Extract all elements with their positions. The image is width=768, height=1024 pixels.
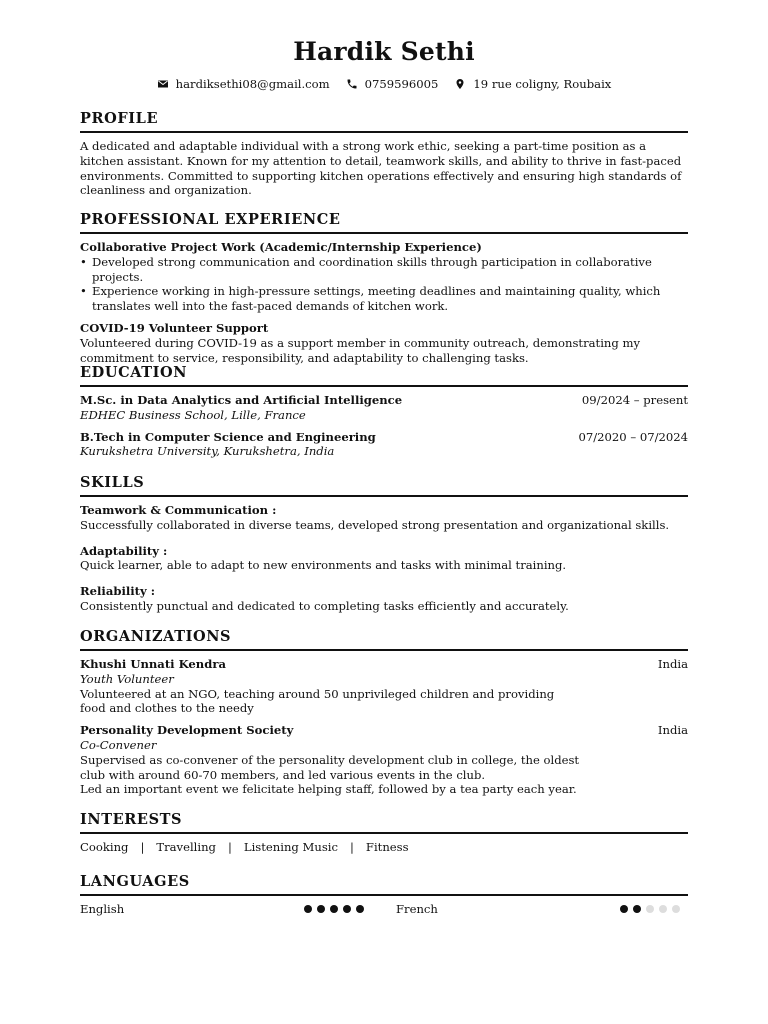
skill-item [80,503,688,533]
location-pin-icon [454,78,466,90]
experience-text: Volunteered during COVID-19 as a support member in community outreach, demonstrating my commitment to service, responsibility, and adaptability to challenging tasks. [80,335,641,365]
organization-role: Youth Volunteer [80,671,174,686]
email-text: hardiksethi08@gmail.com [175,77,330,91]
degree-name: M.Sc. in Data Analytics and Artificial Intelligence [80,393,403,407]
interest-item: Cooking [80,840,129,854]
interest-separator: | [227,840,232,854]
interest-item: Listening Music [243,840,339,854]
education-item [80,430,688,460]
level-dot-filled [330,905,338,913]
experience-section [80,211,688,372]
organization-item [80,723,688,797]
skill-text: Quick learner, able to adapt to new environments and tasks with minimal training. [80,558,567,573]
profile-section [80,110,688,198]
phone-text: 0759596005 [364,77,439,91]
section-title: SKILLS [80,474,688,497]
level-dot-empty [646,905,654,913]
interest-separator: | [350,840,354,854]
education-item [80,393,688,423]
skill-text: Successfully collaborated in diverse teams, developed strong presentation and organizational skills. [80,517,670,532]
skill-item [80,544,688,574]
bullet-item: • Developed strong communication and coordination skills through participation in collaborative projects. [80,255,688,285]
language-name: English [80,902,125,916]
bullet-item: • Experience working in high-pressure settings, meeting deadlines and maintaining quality, which translates well into the fast-paced demands of kitchen work. [80,284,688,314]
interests-list [80,840,688,855]
organization-name: Khushi Unnati Kendra [80,657,226,671]
interests-section [80,811,688,855]
skill-name: Adaptability : [80,543,168,558]
language-level-english [304,905,370,913]
envelope-icon [157,78,169,90]
section-title: EDUCATION [80,364,688,387]
organization-line: Supervised as co-convener of the personality development club in college, the oldest [80,752,580,767]
section-title: PROFILE [80,110,688,133]
organization-item [80,657,688,716]
language-level-french [620,905,686,913]
organization-name: Personality Development Society [80,723,294,738]
section-title: INTERESTS [80,811,688,834]
language-name: French [396,902,438,916]
level-dot-empty [672,905,680,913]
contact-email[interactable] [157,77,330,92]
skill-item [80,584,688,614]
contact-phone[interactable] [346,77,439,92]
skill-text: Consistently punctual and dedicated to completing tasks efficiently and accurately. [80,598,569,613]
school-name: Kurukshetra University, Kurukshetra, India [80,444,335,459]
languages-row [80,902,688,917]
school-name: EDHEC Business School, Lille, France [80,407,306,422]
interest-item: Travelling [156,840,216,854]
level-dot-filled [317,905,325,913]
level-dot-empty [659,905,667,913]
profile-text: A dedicated and adaptable individual with a strong work ethic, seeking a part-time position as a kitchen assistant. Known for my attention to detail, teamwork skills, and ability to thrive in fast-paced environments. Committed to supporting kitchen operations effectively and ensuring high standards of cleanliness and organization. [80,139,682,198]
candidate-name: Hardik Sethi [293,37,475,66]
skills-section [80,474,688,625]
experience-item [80,321,688,365]
experience-bullets [80,255,688,314]
education-dates: 09/2024 – present [581,393,688,407]
experience-role: COVID-19 Volunteer Support [80,320,269,335]
level-dot-filled [343,905,351,913]
level-dot-filled [304,905,312,913]
degree-name: B.Tech in Computer Science and Engineering [80,429,376,444]
organization-line: Led an important event we felicitate helping staff, followed by a tea party each year. [80,782,577,797]
level-dot-filled [356,905,364,913]
experience-role: Collaborative Project Work (Academic/Internship Experience) [80,240,482,254]
skill-name: Teamwork & Communication : [80,503,277,517]
organization-line: food and clothes to the needy [80,701,254,716]
section-title: ORGANIZATIONS [80,628,688,651]
languages-section [80,873,688,917]
education-dates: 07/2020 – 07/2024 [578,429,688,444]
education-section [80,364,688,466]
organization-line: club with around 60-70 members, and led various events in the club. [80,767,486,782]
interest-separator: | [140,840,145,854]
skill-name: Reliability : [80,584,156,599]
organizations-section [80,628,688,804]
level-dot-filled [620,905,628,913]
organization-role: Co-Convener [80,737,157,752]
section-title: LANGUAGES [80,873,688,896]
level-dot-filled [633,905,641,913]
contact-address [454,77,611,92]
contact-bar [0,77,768,92]
organization-location: India [657,723,688,738]
section-title: PROFESSIONAL EXPERIENCE [80,211,688,234]
address-text: 19 rue coligny, Roubaix [473,77,612,91]
phone-icon [346,78,358,90]
organization-line: Volunteered at an NGO, teaching around 50 unprivileged children and providing [80,686,555,701]
organization-location: India [657,657,688,671]
experience-item [80,240,688,314]
interest-item: Fitness [365,840,409,854]
